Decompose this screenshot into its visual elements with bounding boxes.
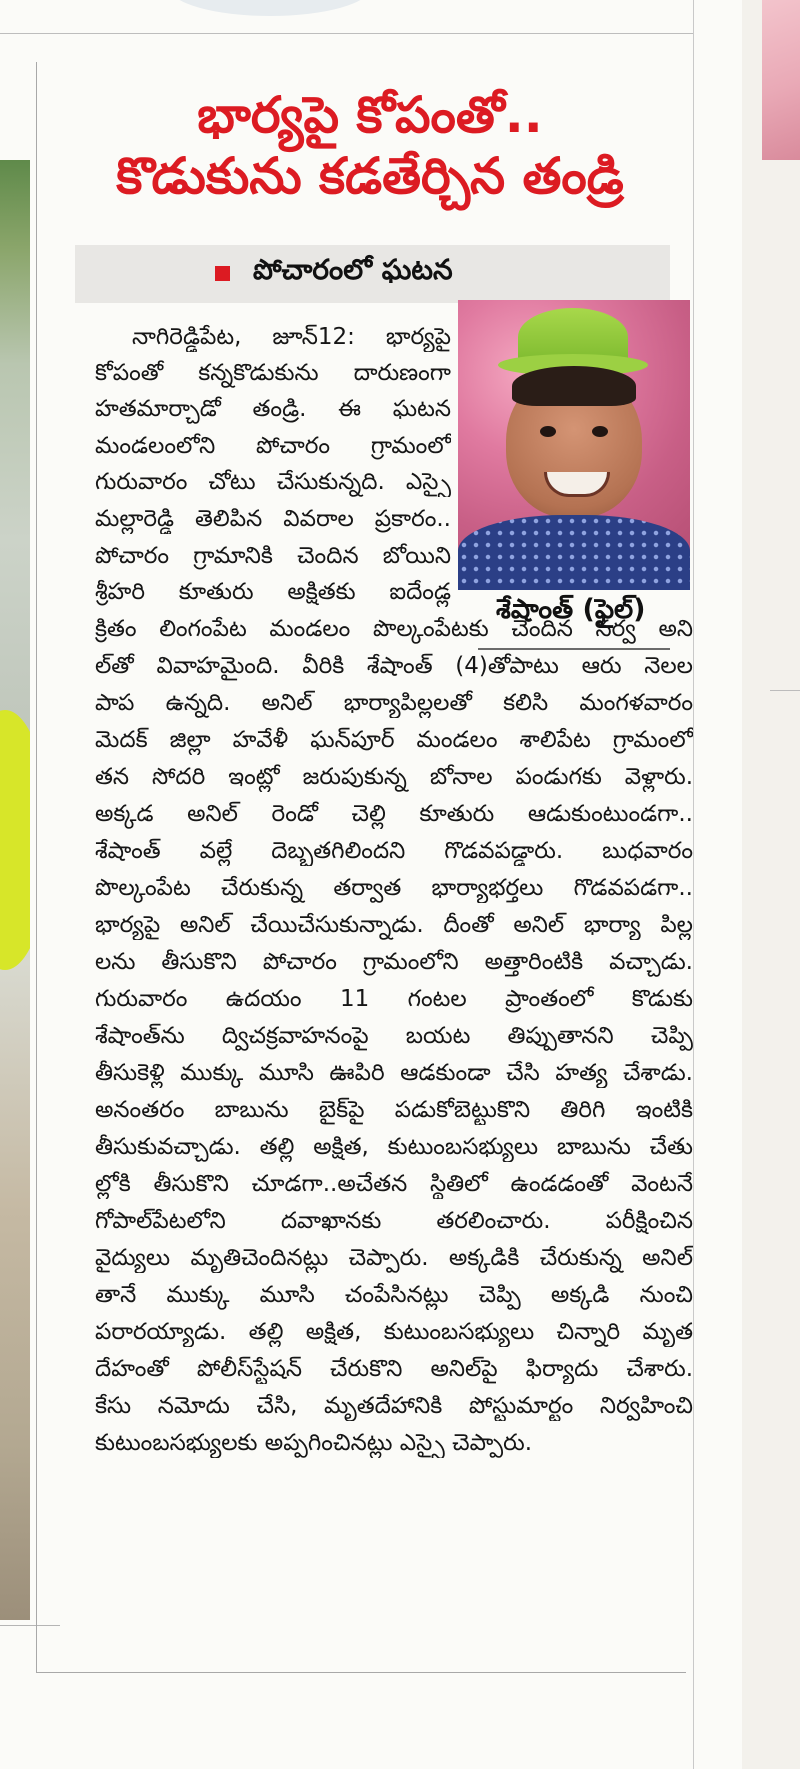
adjacent-photo-left: [0, 160, 30, 1620]
body-line: పొల్కంపేట చేరుకున్న తర్వాత భార్యాభర్తలు గొడవపడగా..: [95, 875, 693, 901]
headline-line-2: కొడుకును కడతేర్చిన తండ్రి: [116, 147, 624, 205]
body-line: తన సోదరి ఇంట్లో జరుపుకున్న బోనాల పండుగకు వెళ్లారు.: [95, 764, 693, 790]
body-line: శ్రీహరి కూతురు అక్షితకు ఐదేండ్ల: [95, 579, 451, 605]
article-border-left: [36, 62, 37, 1672]
headline: [60, 85, 680, 207]
body-line: శేషాంత్ వల్లే దెబ్బతగిలిందని గొడవపడ్డారు. బుధవారం: [95, 838, 693, 864]
top-divider: [0, 33, 693, 34]
subhead-bar: [75, 245, 670, 303]
body-line: మెదక్ జిల్లా హవేళీ ఘన్‌పూర్ మండలం శాలిపేట గ్రామంలో: [95, 727, 693, 753]
body-line: అనంతరం బాబును బైక్‌పై పడుకోబెట్టుకొని తిరిగి ఇంటికి: [95, 1097, 693, 1123]
body-line: కుటుంబసభ్యులకు అప్పగించినట్లు ఎస్సై చెప్పారు.: [95, 1430, 533, 1456]
body-line: పాప ఉన్నది. అనిల్ భార్యాపిల్లలతో కలిసి మంగళవారం: [95, 690, 693, 716]
adjacent-photo-right: [762, 0, 800, 160]
body-line: ల్లోకి తీసుకొని చూడగా..అచేతన స్థితిలో ఉండడంతో వెంటనే: [95, 1171, 693, 1197]
body-line: గోపాల్‌పేటలోని దవాఖానకు తరలించారు. పరీక్షించిన: [95, 1208, 693, 1234]
article-photo: [458, 300, 690, 590]
right-column-divider: [693, 0, 694, 1769]
body-line: నాగిరెడ్డిపేట, జూన్12: భార్యపై: [132, 324, 451, 350]
body-line: దేహంతో పోలీస్‌స్టేషన్ చేరుకొని అనిల్‌పై ఫిర్యాదు చేశారు.: [95, 1356, 693, 1382]
body-line: గురువారం ఉదయం 11 గంటల ప్రాంతంలో కొడుకు: [95, 986, 693, 1012]
body-line: గురువారం చోటు చేసుకున్నది. ఎస్సై: [95, 469, 451, 495]
body-line: మండలంలోని పోచారం గ్రామంలో: [95, 433, 451, 459]
article-border-bottom: [36, 1672, 686, 1673]
body-line: తీసుకెళ్లి ముక్కు మూసి ఊపిరి ఆడకుండా చేసి హత్య చేశాడు.: [95, 1060, 693, 1086]
photo-caption: శేషాంత్ (ఫైల్): [496, 594, 646, 625]
body-line: శేషాంత్‌ను ద్విచక్రవాహనంపై బయట తిప్పుతానని చెప్పి: [95, 1023, 693, 1049]
subhead-bullet-icon: [215, 266, 230, 281]
adjacent-article-right: [742, 0, 800, 1769]
body-line: మల్లారెడ్డి తెలిపిన వివరాల ప్రకారం..: [95, 506, 451, 532]
body-line: పరారయ్యాడు. తల్లి అక్షిత, కుటుంబసభ్యులు చిన్నారి మృత: [95, 1319, 693, 1345]
body-line: వైద్యులు మృతిచెందినట్లు చెప్పారు. అక్కడికి చేరుకున్న అనిల్: [95, 1245, 693, 1271]
right-divider: [770, 690, 800, 691]
caption-underline: [478, 648, 670, 650]
left-divider: [0, 1625, 60, 1626]
child-hair: [512, 366, 636, 406]
body-line: కేసు నమోదు చేసి, మృతదేహానికి పోస్టుమార్టం నిర్వహించి: [95, 1393, 693, 1419]
headline-line-1: భార్యపై కోపంతో..: [197, 86, 543, 144]
adjacent-article-shape: [170, 0, 370, 16]
adjacent-graphic-blob: [0, 710, 30, 970]
subhead-text: పోచారంలో ఘటన: [253, 253, 453, 286]
child-shirt: [458, 515, 690, 590]
body-line: లను తీసుకొని పోచారం గ్రామంలోని అత్తారింటికి వచ్చాడు.: [95, 949, 693, 975]
body-line: తీసుకువచ్చాడు. తల్లి అక్షిత, కుటుంబసభ్యులు బాబును చేతు: [95, 1134, 693, 1160]
body-line: పోచారం గ్రామానికి చెందిన బోయిని: [95, 543, 451, 569]
body-line: ల్‌తో వివాహమైంది. వీరికి శేషాంత్ (4)తోపాటు ఆరు నెలల: [95, 653, 693, 679]
body-line: కోపంతో కన్నకొడుకును దారుణంగా: [95, 360, 451, 386]
body-line: క్రితం లింగంపేట మండలం పొల్కంపేటకు చెందిన నర్వ అని: [95, 616, 693, 642]
body-line: తానే ముక్కు మూసి చంపేసినట్లు చెప్పి అక్కడి నుంచి: [95, 1282, 693, 1308]
body-line: భార్యపై అనిల్ చేయిచేసుకున్నాడు. దీంతో అనిల్ భార్యా పిల్ల: [95, 912, 693, 938]
child-eye-left: [540, 426, 556, 437]
child-eye-right: [592, 426, 608, 437]
body-line: హతమార్చాడో తండ్రి. ఈ ఘటన: [95, 396, 451, 422]
body-line: అక్కడ అనిల్ రెండో చెల్లి కూతురు ఆడుకుంటుండగా..: [95, 801, 693, 827]
